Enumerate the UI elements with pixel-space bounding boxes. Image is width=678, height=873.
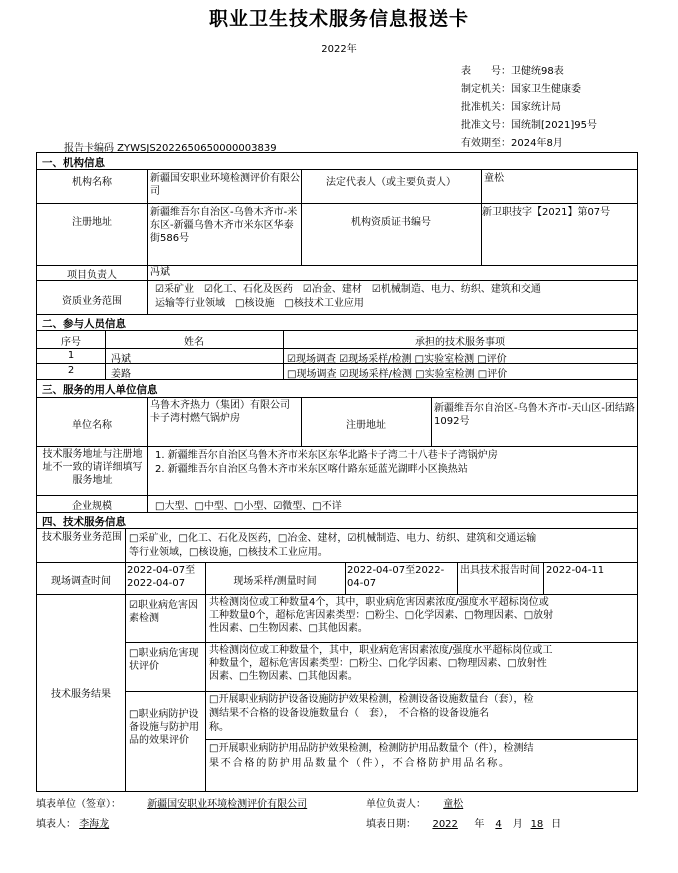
enterprise-size-value: □大型、□中型、□小型、☑微型、□不详: [155, 501, 342, 512]
hazard-detection-line3: 性因素、□生物因素、□其他因素。: [209, 623, 368, 634]
hazard-detection-line2: 工种数量0个，超标危害因素类型：□粉尘、□化学因素、□物理因素、□放射: [209, 610, 554, 621]
date-day: 18: [530, 819, 544, 830]
fill-unit-label: 填表单位（签章）：: [36, 799, 121, 810]
section1-title: 一、机构信息: [42, 157, 105, 169]
cert-no-value: 新卫职技字【2021】第07号: [482, 207, 611, 218]
org-name-value: 新疆国安职业环境检测评价有限公司: [150, 173, 300, 197]
cert-no-label: 机构资质证书编号: [351, 217, 431, 228]
ppe-eval-line2: 果不合格的防护用品数量个（件），不合格防护用品名称。: [209, 758, 511, 769]
date-year: 2022: [432, 819, 458, 830]
qual-scope-line1: ☑采矿业 ☑化工、石化及医药 ☑冶金、建材 ☑机械制造、电力、纺织、建筑和交通: [155, 284, 541, 295]
status-eval-label: □职业病危害现状评价: [129, 648, 199, 672]
meta-line: 表 号：卫健统98表: [461, 66, 564, 77]
results-label: 技术服务结果: [51, 689, 111, 700]
qual-scope-line2: 运输等行业领域 □核设施 □核技术工业应用: [155, 298, 364, 309]
reg-address-value: 新疆维吾尔自治区-乌鲁木齐市-米东区-新疆乌鲁木齐市米东区华泰街586号: [150, 207, 298, 244]
tech-scope-label: 技术服务业务范围: [42, 532, 122, 543]
date-month-unit: 月: [512, 819, 523, 830]
service-address-1: 1. 新疆维吾尔自治区乌鲁木齐市米东区东华北路卡子湾二十八巷卡子湾锅炉房: [155, 450, 498, 461]
date-label: 填表日期：: [366, 819, 416, 830]
status-eval-line3: 因素、□生物因素、□其他因素。: [209, 671, 358, 682]
form-table: [36, 152, 638, 792]
legal-rep-label: 法定代表人（或主要负责人）: [326, 177, 456, 188]
row-person-name: 姜路: [111, 369, 131, 380]
equipment-eval-line3: 称。: [209, 722, 229, 733]
protection-eval-label: □职业病防护设备设施与防护用品的效果评价: [129, 709, 199, 746]
unit-head-label: 单位负责人：: [366, 799, 426, 810]
enterprise-size-label: 企业规模: [72, 501, 112, 512]
date-month: 4: [495, 819, 502, 830]
filler-label: 填表人：: [36, 819, 76, 830]
equipment-eval-line1: □开展职业病防护设备设施防护效果检测，检测设备设施数量台（套），检: [209, 694, 534, 705]
ppe-eval-line1: □开展职业病防护用品防护效果检测，检测防护用品数量个（件），检测结: [209, 743, 534, 754]
hazard-detection-line1: 共检测岗位或工种数量4个，其中，职业病危害因素浓度/强度水平超标岗位或: [209, 597, 549, 608]
hazard-detection-label: ☑职业病危害因素检测: [129, 600, 198, 624]
unit-reg-label: 注册地址: [346, 420, 386, 431]
equipment-eval-line2: 测结果不合格的设备设施数量台（ 套）， 不合格的设备设施名: [209, 708, 489, 719]
report-time-value: 2022-04-11: [546, 565, 605, 576]
footer-filler: [36, 815, 151, 830]
legal-rep-value: 童松: [484, 173, 504, 184]
col-name: 姓名: [184, 337, 204, 348]
meta-line: 批准机关：国家统计局: [461, 102, 561, 113]
service-address-2: 2. 新疆维吾尔自治区乌鲁木齐市米东区喀什路东延蓝光湖畔小区换热站: [155, 464, 468, 475]
date-day-unit: 日: [551, 819, 562, 830]
unit-name-value: 乌鲁木齐热力（集团）有限公司卡子湾村燃气锅炉房: [150, 400, 290, 424]
unit-head-value: 童松: [443, 799, 464, 810]
sampling-time-value: 2022-04-07至2022-04-07: [347, 565, 445, 589]
tech-scope-line1: □采矿业，□化工、石化及医药，□冶金、建材，☑机械制造、电力、纺织、建筑和交通运输: [129, 533, 537, 544]
status-eval-line2: 种数量个，超标危害因素类型：□粉尘、□化学因素、□物理因素、□放射性: [209, 658, 547, 669]
section4-title: 四、技术服务信息: [42, 516, 126, 528]
footer-date: [366, 815, 561, 830]
org-name-label: 机构名称: [72, 177, 112, 188]
sampling-time-label: 现场采样/测量时间: [233, 576, 317, 587]
unit-reg-value: 新疆维吾尔自治区-乌鲁木齐市-天山区-团结路1092号: [434, 403, 635, 427]
service-address-label: 技术服务地址与注册地址不一致的请详细填写服务地址: [42, 449, 143, 486]
col-service-items: 承担的技术服务事项: [415, 337, 505, 348]
meta-line: 批准文号：国统制[2021]95号: [461, 120, 597, 131]
report-time-label: 出具技术报告时间: [460, 565, 540, 576]
form-meta: [461, 63, 597, 153]
col-seq: 序号: [61, 337, 81, 348]
footer-fill-unit: [36, 795, 330, 810]
qual-scope-label: 资质业务范围: [62, 296, 122, 307]
section3-title: 三、服务的用人单位信息: [42, 384, 158, 396]
project-lead-label: 项目负责人: [67, 270, 117, 281]
date-year-unit: 年: [474, 819, 485, 830]
form-title: 职业卫生技术服务信息报送卡: [208, 8, 469, 30]
survey-time-label: 现场调查时间: [51, 576, 111, 587]
survey-time-value: 2022-04-07至2022-04-07: [127, 565, 196, 589]
meta-line: 有效期至：2024年8月: [461, 138, 563, 149]
filler-value: 李海龙: [79, 819, 110, 830]
row-service-items: □现场调查 ☑现场采样/检测 □实验室检测 □评价: [287, 369, 508, 380]
tech-scope-line2: 等行业领域，□核设施，□核技术工业应用。: [129, 547, 328, 558]
row-no: 2: [67, 365, 75, 376]
footer-unit-head: [366, 795, 477, 810]
report-number: 报告卡编码 ZYWSJS2022650650000003839: [64, 143, 277, 154]
project-lead-value: 冯斌: [150, 267, 170, 278]
meta-line: 制定机关：国家卫生健康委: [461, 84, 581, 95]
unit-name-label: 单位名称: [72, 420, 112, 431]
row-no: 1: [67, 350, 75, 361]
status-eval-line1: 共检测岗位或工种数量个，其中，职业病危害因素浓度/强度水平超标岗位或工: [209, 645, 553, 656]
section2-title: 二、参与人员信息: [42, 318, 126, 330]
row-person-name: 冯斌: [111, 354, 131, 365]
row-service-items: ☑现场调查 ☑现场采样/检测 □实验室检测 □评价: [287, 354, 507, 365]
form-year: 2022年: [321, 44, 357, 55]
reg-address-label: 注册地址: [72, 217, 112, 228]
fill-unit-value: 新疆国安职业环境检测评价有限公司: [147, 799, 308, 810]
